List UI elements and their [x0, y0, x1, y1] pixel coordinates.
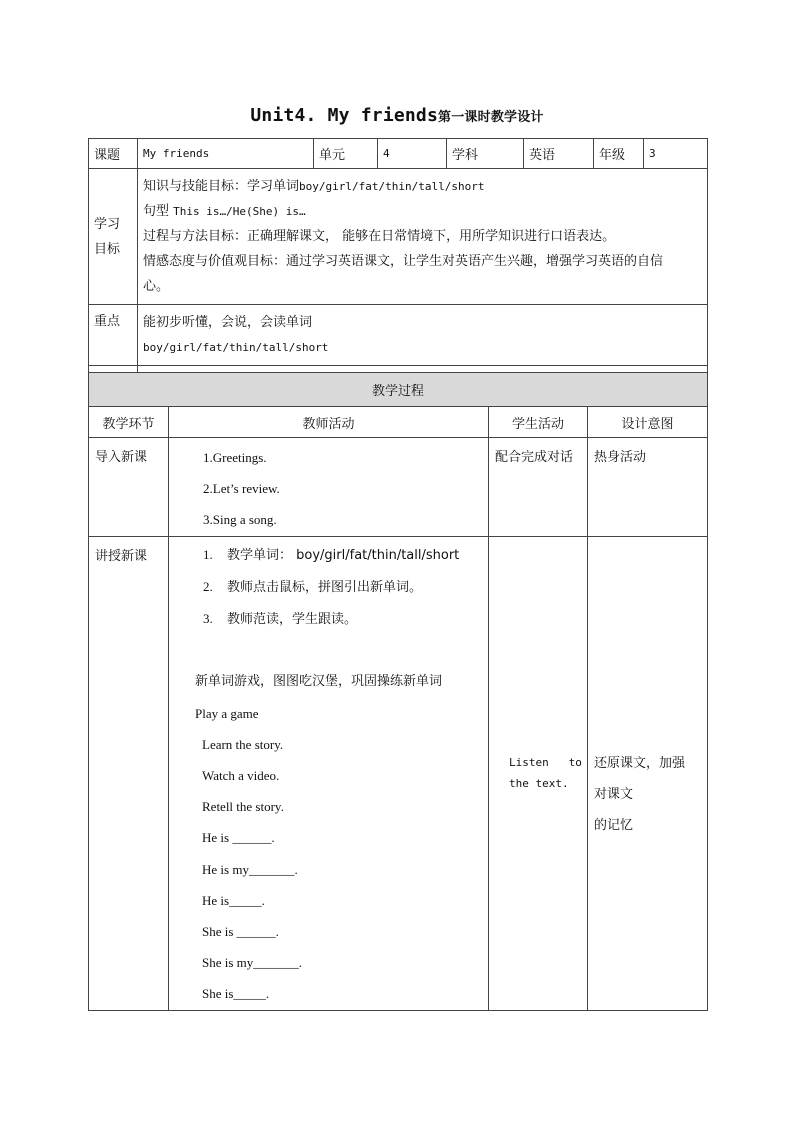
step-item: Watch a video.: [202, 768, 280, 784]
intro-item: 3.Sing a song.: [203, 512, 277, 528]
objective-pattern: 句型 This is…/He(She) is…: [143, 204, 306, 219]
process-column-headers: [89, 407, 708, 438]
step-item: He is_____.: [202, 892, 265, 908]
grade-label: 年级: [594, 139, 644, 169]
header-row: [89, 139, 708, 169]
subject-label: 学科: [447, 139, 524, 169]
intro-intent: 热身活动: [588, 438, 708, 537]
step-item: She is ______.: [202, 924, 279, 940]
subject-value: 英语: [524, 139, 594, 169]
key-points-label: 重点: [89, 305, 138, 366]
objectives-content: [138, 169, 708, 305]
key-points-row: [89, 305, 708, 366]
numbered-item: 2. 教师点击鼠标，拼图引出新单词。: [203, 578, 423, 595]
objective-attitude-cont: 心。: [143, 279, 170, 294]
game-text: 新单词游戏，图图吃汉堡，巩固操练新单词: [195, 674, 443, 690]
new-lesson-teacher: [169, 536, 489, 1010]
key-points-content: 能初步听懂，会说，会读单词 boy/girl/fat/thin/tall/short: [138, 305, 708, 366]
unit-value: 4: [378, 139, 447, 169]
objective-knowledge: 知识与技能目标：学习单词boy/girl/fat/thin/tall/short: [143, 179, 485, 194]
new-lesson-intent: 还原课文，加强 对课文 的记忆: [588, 536, 708, 1010]
step-item: She is_____.: [202, 986, 270, 1002]
col-student: 学生活动: [489, 407, 588, 438]
process-heading-row: [89, 373, 708, 407]
step-item: He is ______.: [202, 830, 275, 846]
play-text: Play a game: [195, 705, 259, 721]
objectives-row: [89, 169, 708, 305]
objective-attitude: 情感态度与价值观目标：通过学习英语课文，让学生对英语产生兴趣，增强学习英语的自信: [143, 254, 664, 269]
intro-student: 配合完成对话: [489, 438, 588, 537]
step-item: She is my_______.: [202, 955, 303, 971]
document-title: [0, 104, 794, 126]
col-stage: 教学环节: [89, 407, 169, 438]
intro-teacher: [169, 438, 489, 537]
grade-value: 3: [644, 139, 708, 169]
process-heading: 教学过程: [89, 373, 708, 407]
topic-value: My friends: [138, 139, 314, 169]
objectives-label: 学习 目标: [89, 169, 138, 305]
lesson-info-table: [88, 138, 708, 396]
teaching-process-table: [88, 372, 708, 1011]
step-item: Learn the story.: [202, 736, 284, 752]
title-chinese: 第一课时教学设计: [438, 110, 544, 125]
unit-label: 单元: [314, 139, 378, 169]
intro-row: [89, 438, 708, 537]
col-teacher: 教师活动: [169, 407, 489, 438]
topic-label: 课题: [89, 139, 138, 169]
new-lesson-stage: 讲授新课: [89, 536, 169, 1010]
objective-process: 过程与方法目标：正确理解课文， 能够在日常情境下，用所学知识进行口语表达。: [143, 229, 616, 244]
col-intent: 设计意图: [588, 407, 708, 438]
numbered-item: 3. 教师范读，学生跟读。: [203, 611, 358, 628]
step-item: He is my_______.: [202, 861, 298, 877]
step-item: Retell the story.: [202, 799, 284, 815]
intro-stage: 导入新课: [89, 438, 169, 537]
numbered-item: 1. 教学单词： boy/girl/fat/thin/tall/short: [203, 546, 460, 563]
new-lesson-row: [89, 536, 708, 1010]
intro-item: 2.Let’s review.: [203, 481, 280, 497]
intro-item: 1.Greetings.: [203, 450, 267, 465]
title-english: Unit4. My friends: [250, 105, 439, 126]
new-lesson-student: Listen to the text.: [489, 536, 588, 1010]
